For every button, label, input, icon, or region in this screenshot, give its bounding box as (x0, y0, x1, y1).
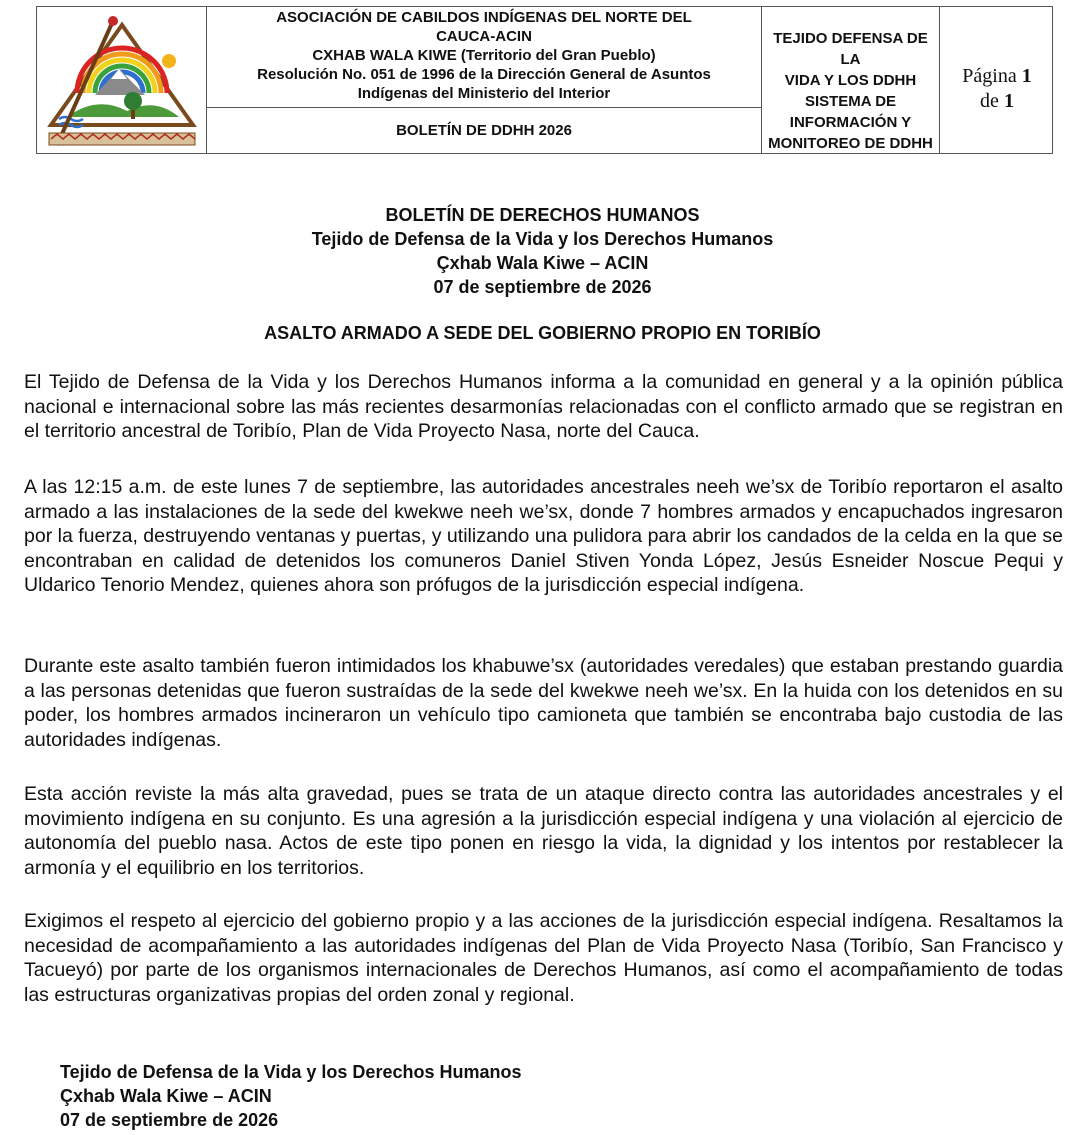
organization-info (207, 7, 762, 108)
org-line-3: CXHAB WALA KIWE (Territorio del Gran Pueblo) (312, 47, 656, 64)
document-header (36, 6, 1053, 154)
signature-block (60, 1060, 521, 1132)
signature-line-3: 07 de septiembre de 2026 (60, 1110, 279, 1130)
system-line-2: INFORMACIÓN Y (789, 114, 912, 131)
signature-line-1: Tejido de Defensa de la Vida y los Derechos Humanos (60, 1062, 522, 1082)
bulletin-subtitle: Tejido de Defensa de la Vida y los Derechos Humanos (311, 229, 774, 249)
paragraph-5: Exigimos el respeto al ejercicio del gobierno propio y a las acciones de la jurisdicción especial indígena. Resaltamos la necesidad de acompañamiento a las autoridades indígenas del Plan de Vida Proyecto Nasa (Toribío, San Francisco y Tacueyó) por parte de los organismos internacionales de Derechos Humanos, así como el acompañamiento de todas las estructuras organizativas propias del orden zonal y regional. (24, 910, 1063, 1006)
org-line-4: Resolución No. 051 de 1996 de la Dirección General de Asuntos (257, 66, 711, 83)
page-number: 1 (1021, 65, 1032, 87)
acin-logo-emblem (37, 7, 207, 153)
acin-logo (37, 7, 207, 153)
page-total: 1 (1003, 90, 1014, 112)
page-of: de (980, 90, 999, 112)
system-line-3: MONITOREO DE DDHH (768, 135, 933, 152)
paragraph-1: El Tejido de Defensa de la Vida y los Derechos Humanos informa a la comunidad en general y a la opinión pública nacional e internacional sobre las más recientes desarmonías relacionadas con el conflicto armado que se registran en el territorio ancestral de Toribío, Plan de Vida Proyecto Nasa, norte del Cauca. (24, 371, 1063, 442)
bulletin-date: 07 de septiembre de 2026 (433, 277, 652, 297)
bulletin-organization: Çxhab Wala Kiwe – ACIN (436, 253, 649, 273)
paragraph-3: Durante este asalto también fueron intimidados los khabuwe’sx (autoridades veredales) que estaban prestando guardia a las personas detenidas que fueron sustraídas de la sede del kwekwe neeh we’sx. En la huida con los detenidos en su poder, los hombres armados incineraron un vehículo tipo camioneta que también se encontraba bajo custodia de las autoridades indígenas. (24, 655, 1063, 751)
headline: ASALTO ARMADO A SEDE DEL GOBIERNO PROPIO EN TORIBÍO (264, 323, 821, 343)
signature-line-2: Çxhab Wala Kiwe – ACIN (60, 1086, 272, 1106)
org-line-1: ASOCIACIÓN DE CABILDOS INDÍGENAS DEL NORTE DEL (276, 9, 692, 26)
bulletin-title: BOLETÍN DE DERECHOS HUMANOS (385, 205, 700, 225)
page-indicator (940, 7, 1054, 153)
bulletin-titles (0, 203, 1080, 299)
page-label: Página (962, 65, 1017, 87)
tejido-line-1: TEJIDO DEFENSA DE LA (773, 30, 928, 68)
paragraph-4: Esta acción reviste la más alta gravedad, pues se trata de un ataque directo contra las autoridades ancestrales y el movimiento indígena en su conjunto. Es una agresión a la jurisdicción especial indígena y una violación al ejercicio de autonomía del pueblo nasa. Actos de este tipo ponen en riesgo la vida, la dignidad y los intentos por restablecer la armonía y el equilibrio en los territorios. (24, 783, 1063, 879)
org-line-2: CAUCA-ACIN (436, 28, 532, 45)
system-line-1: SISTEMA DE (804, 93, 897, 110)
department-info (762, 7, 940, 153)
tejido-line-2: VIDA Y LOS DDHH (784, 72, 917, 89)
bulletin-label: BOLETÍN DE DDHH 2026 (207, 108, 762, 153)
paragraph-2: A las 12:15 a.m. de este lunes 7 de septiembre, las autoridades ancestrales neeh we’sx de Toribío reportaron el asalto armado a las instalaciones de la sede del kwekwe neeh we’sx, donde 7 hombres armados y encapuchados ingresaron por la fuerza, destruyendo ventanas y puertas, y utilizando una pulidora para abrir los candados de la celda en la que se encontraban en calidad de detenidos los comuneros Daniel Stiven Yonda López, Jesús Esneider Noscue Pequi y Uldarico Tenorio Mendez, quienes ahora son prófugos de la jurisdicción especial indígena. (24, 476, 1063, 596)
org-line-5: Indígenas del Ministerio del Interior (357, 85, 611, 102)
